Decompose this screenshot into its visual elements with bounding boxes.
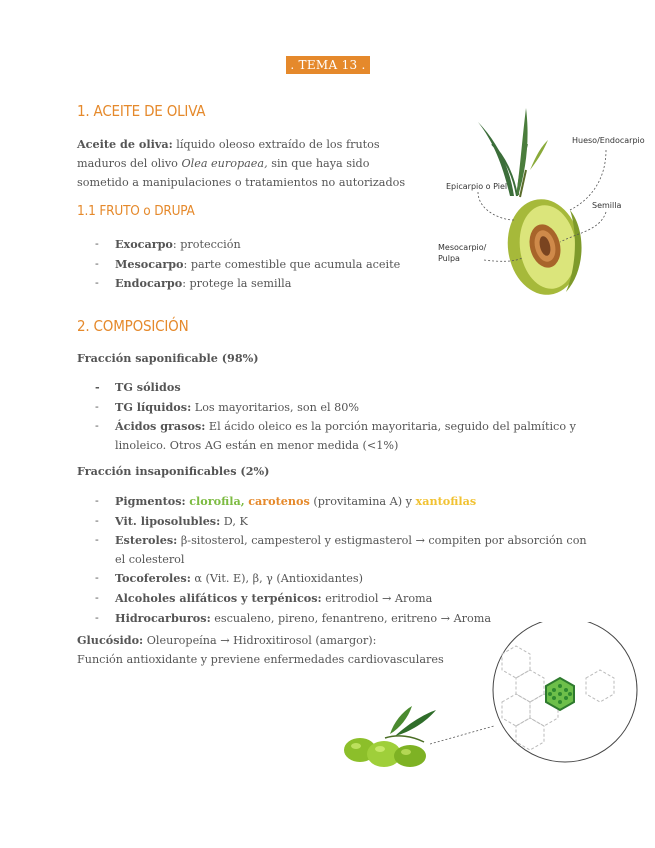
item-text: : protege la semilla <box>182 277 292 291</box>
list-item: - Endocarpo: protege la semilla <box>95 276 292 291</box>
item-text: eritrodiol → Aroma <box>321 591 433 605</box>
list-item: - TG sólidos <box>95 380 181 394</box>
item-text: Los mayoritarios, son el 80% <box>191 400 360 414</box>
list-item: - Ácidos grasos: El ácido oleico es la porción mayoritaria, seguido del palmítico y linoleico. Otros AG están en menor medida (<1%) <box>95 419 576 452</box>
item-text: : protección <box>172 238 241 251</box>
item-term: Endocarpo <box>115 276 183 291</box>
label-pulpa: Pulpa <box>438 254 460 263</box>
def-text: líquido oleoso extraído de los frutos <box>172 138 380 151</box>
label-epicarpio: Epicarpio o Piel <box>446 182 508 191</box>
tema-badge: . TEMA 13 . <box>286 56 370 74</box>
glucosido-block <box>77 631 477 669</box>
label-mesocarpio: Mesocarpio/ <box>438 243 487 252</box>
carotenos-text: carotenos <box>248 494 310 508</box>
glucosido-text: Oleuropeína → Hidroxitirosol (amargor): <box>143 634 377 647</box>
section1-subtitle: 1.1 FRUTO o DRUPA <box>77 203 195 219</box>
saponificable-heading: Fracción saponificable (98%) <box>77 351 259 365</box>
insaponificable-list <box>77 492 597 628</box>
item-text: D, K <box>220 514 248 528</box>
item-text: (provitamina A) y <box>309 495 416 508</box>
def-term: Aceite de oliva: <box>77 137 173 151</box>
item-text: : parte comestible que acumula aceite <box>183 257 401 271</box>
olive-branch-illustration <box>340 704 440 774</box>
glucosido-term: Glucósido: <box>77 633 144 647</box>
item-term: TG sólidos <box>115 380 181 394</box>
item-term: Ácidos grasos: <box>115 419 206 434</box>
list-item: - TG líquidos: Los mayoritarios, son el 80% <box>95 399 360 414</box>
olive-figure <box>430 100 645 300</box>
insaponificable-heading: Fracción insaponificables (2%) <box>77 464 270 478</box>
item-term: Exocarpo <box>115 237 173 251</box>
list-item: - Exocarpo: protección <box>95 237 241 251</box>
olive-illustration <box>430 100 645 300</box>
species-name: Olea europaea, <box>181 157 268 170</box>
list-item: - Mesocarpo: parte comestible que acumula aceite <box>95 256 401 271</box>
saponificable-list <box>77 378 597 455</box>
item-term: Esteroles: <box>115 533 178 548</box>
item-term: Pigmentos: <box>115 494 186 508</box>
molecule-illustration <box>430 622 650 772</box>
list-item: - Hidrocarburos: escualeno, pireno, fenantreno, eritreno → Aroma <box>95 610 492 625</box>
fruto-list <box>77 235 437 294</box>
item-text: escualeno, pireno, fenantreno, eritreno → Aroma <box>210 611 492 625</box>
item-term: Alcoholes alifáticos y terpénicos: <box>115 590 322 605</box>
list-item: - Vit. liposolubles: D, K <box>95 513 248 528</box>
glucosido-line2: Función antioxidante y previene enfermedades cardiovasculares <box>77 653 444 666</box>
label-semilla: Semilla <box>592 201 622 210</box>
item-text: El ácido oleico es la porción mayoritaria, seguido del palmítico y <box>205 420 576 434</box>
clorofila-text: clorofila, <box>189 494 245 508</box>
list-item: - Pigmentos: clorofila, carotenos (provitamina A) y xantofilas <box>95 494 477 508</box>
list-item: - Esteroles: β-sitosterol, campesterol y estigmasterol → compiten por absorción con el colesterol <box>95 533 587 566</box>
section1-title: 1. ACEITE DE OLIVA <box>77 102 206 120</box>
aceite-definition <box>77 135 437 192</box>
label-hueso: Hueso/Endocarpio <box>572 136 645 145</box>
section2-title: 2. COMPOSICIÓN <box>77 317 189 335</box>
list-item: - Alcoholes alifáticos y terpénicos: eritrodiol → Aroma <box>95 590 433 605</box>
item-text-cont: el colesterol <box>115 552 185 566</box>
item-term: Mesocarpo <box>115 256 184 271</box>
xantofilas-text: xantofilas <box>415 494 477 508</box>
item-term: TG líquidos: <box>115 399 192 414</box>
item-text: β-sitosterol, campesterol y estigmasterol → compiten por absorción con <box>177 534 587 548</box>
list-item: - Tocoferoles: α (Vit. E), β, γ (Antioxidantes) <box>95 571 364 586</box>
item-term: Hidrocarburos: <box>115 610 211 625</box>
item-text-cont: linoleico. Otros AG están en menor medida (<1%) <box>115 438 399 452</box>
item-text: α (Vit. E), β, γ (Antioxidantes) <box>190 572 364 586</box>
def-line3: sometido a manipulaciones o tratamientos no autorizados <box>77 176 406 189</box>
def-line2b: sin que haya sido <box>267 157 370 170</box>
def-line2a: maduros del olivo <box>77 157 182 170</box>
item-term: Vit. liposolubles: <box>115 513 221 528</box>
item-term: Tocoferoles: <box>115 571 191 586</box>
